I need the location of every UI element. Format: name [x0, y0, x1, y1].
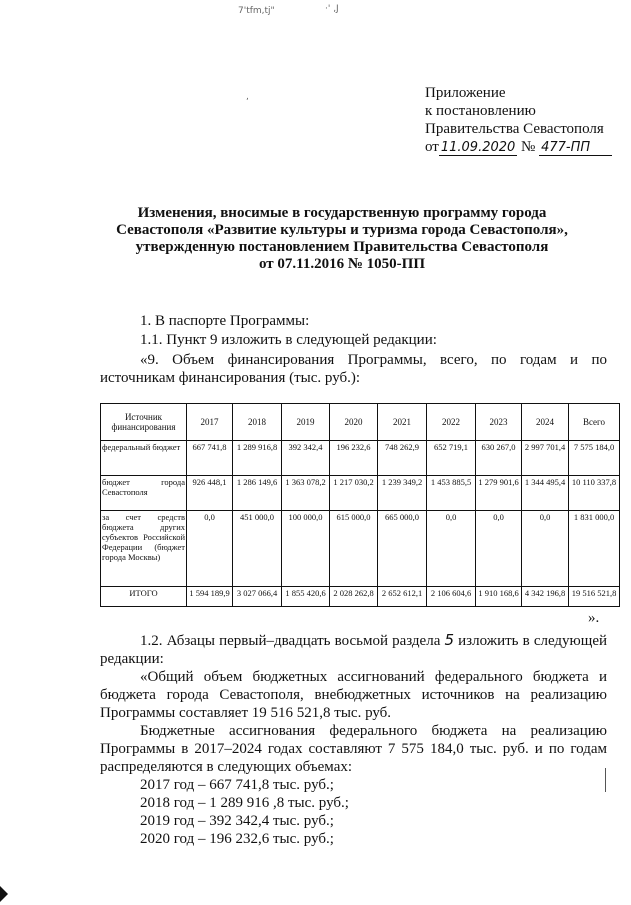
paragraph-4: [100, 631, 607, 668]
table-cell: 1 286 149,6: [233, 476, 282, 511]
table-cell: 392 342,4: [282, 441, 330, 476]
row-source-federal: федеральный бюджет: [101, 441, 187, 476]
title-line-3: утвержденную постановлением Правительства Севастополя: [135, 239, 549, 255]
year-2017-line: 2017 год – 667 741,8 тыс. руб.;: [140, 777, 334, 793]
table-cell: 2 997 701,4: [522, 441, 569, 476]
appendix-line-2: к постановлению: [425, 103, 536, 119]
year-2020-line: 2020 год – 196 232,6 тыс. руб.;: [140, 831, 334, 847]
table-cell: 0,0: [187, 511, 233, 587]
appendix-number-sign: №: [521, 139, 536, 155]
table-cell: 196 232,6: [330, 441, 378, 476]
table-cell: 451 000,0: [233, 511, 282, 587]
year-2018-line: 2018 год – 1 289 916 ,8 тыс. руб.;: [140, 795, 349, 811]
table-cell: 1 217 030,2: [330, 476, 378, 511]
header-2019: 2019: [282, 404, 330, 441]
header-total: Всего: [569, 404, 620, 441]
paragraph-3: «9. Объем финансирования Программы, всего, по годам и по источникам финансирования (тыс. руб.):: [100, 352, 607, 386]
title-line-1: Изменения, вносимые в государственную программу города: [137, 205, 547, 221]
table-cell: 0,0: [427, 511, 476, 587]
table-cell: 1 344 495,4: [522, 476, 569, 511]
appendix-date: 11.09.2020: [440, 140, 516, 155]
header-2017: 2017: [187, 404, 233, 441]
scan-mark-top-right: ·' ,J: [325, 4, 339, 14]
table-cell: 2 652 612,1: [378, 587, 427, 607]
paragraph-5: «Общий объем бюджетных ассигнований федерального бюджета и бюджета города Севастополя, внебюджетных источников на реализацию Программы составляет 19 516 521,8 тыс. руб.: [100, 669, 607, 721]
appendix-line-1: Приложение: [425, 85, 506, 101]
paragraph-4-end: изложить в следующей редакции:: [100, 633, 608, 667]
table-cell: 1 239 349,2: [378, 476, 427, 511]
table-cell: 10 110 337,8: [569, 476, 620, 511]
table-cell: 1 910 168,6: [476, 587, 522, 607]
table-cell: 19 516 521,8: [569, 587, 620, 607]
title-line-4: от 07.11.2016 № 1050-ПП: [259, 256, 425, 272]
header-source: Источник финансирования: [101, 404, 187, 441]
close-quote: ».: [588, 610, 600, 626]
table-cell: 1 594 189,9: [187, 587, 233, 607]
row-source-city: бюджет города Севастополя: [101, 476, 187, 511]
scan-mark-small: ,: [246, 92, 249, 102]
header-2020: 2020: [330, 404, 378, 441]
table-row: [101, 476, 620, 511]
header-2018: 2018: [233, 404, 282, 441]
table-cell: 1 363 078,2: [282, 476, 330, 511]
table-cell: 2 106 604,6: [427, 587, 476, 607]
financing-table: [100, 403, 620, 607]
table-cell: 667 741,8: [187, 441, 233, 476]
scan-corner-mark: [0, 886, 8, 902]
table-cell: 1 831 000,0: [569, 511, 620, 587]
header-2024: 2024: [522, 404, 569, 441]
header-2022: 2022: [427, 404, 476, 441]
table-cell: 0,0: [476, 511, 522, 587]
table-cell: 4 342 196,8: [522, 587, 569, 607]
table-header-row: [101, 404, 620, 441]
document-title: [100, 205, 584, 273]
table-cell: 3 027 066,4: [233, 587, 282, 607]
appendix-number: 477-ПП: [539, 140, 612, 156]
section-number: 5: [444, 631, 455, 649]
table-row-total: [101, 587, 620, 607]
table-cell: 1 855 420,6: [282, 587, 330, 607]
scan-edge-mark: [605, 768, 606, 792]
table-cell: 7 575 184,0: [569, 441, 620, 476]
paragraph-1: 1. В паспорте Программы:: [140, 313, 310, 329]
appendix-line-3: Правительства Севастополя: [425, 121, 604, 137]
table-cell: 748 262,9: [378, 441, 427, 476]
table-cell: 926 448,1: [187, 476, 233, 511]
appendix-line-4: [425, 138, 612, 157]
table-row: [101, 511, 620, 587]
table-cell: 2 028 262,8: [330, 587, 378, 607]
paragraph-4-start: 1.2. Абзацы первый–двадцать восьмой раздела: [140, 633, 441, 649]
table-row: [101, 441, 620, 476]
table-cell: 630 267,0: [476, 441, 522, 476]
paragraph-6: Бюджетные ассигнования федерального бюджета на реализацию Программы в 2017–2024 годах составляют 7 575 184,0 тыс. руб. и по годам распределяются в следующих объемах:: [100, 723, 607, 775]
title-line-2: Севастополя «Развитие культуры и туризма города Севастополя»,: [116, 222, 568, 238]
table-cell: 1 279 901,6: [476, 476, 522, 511]
table-cell: 665 000,0: [378, 511, 427, 587]
appendix-block: [425, 84, 612, 157]
appendix-ot: от: [425, 139, 439, 155]
header-2021: 2021: [378, 404, 427, 441]
table-cell: 652 719,1: [427, 441, 476, 476]
scan-mark-top-left: 7'tfm,tj": [238, 6, 275, 16]
paragraph-2: 1.1. Пункт 9 изложить в следующей редакции:: [140, 332, 437, 348]
header-2023: 2023: [476, 404, 522, 441]
row-source-total: ИТОГО: [101, 587, 187, 607]
table-cell: 1 453 885,5: [427, 476, 476, 511]
table-cell: 0,0: [522, 511, 569, 587]
table-cell: 1 289 916,8: [233, 441, 282, 476]
year-2019-line: 2019 год – 392 342,4 тыс. руб.;: [140, 813, 334, 829]
row-source-other-subjects: за счет средств бюджета других субъектов Российской Федерации (бюджет города Москвы): [101, 511, 187, 587]
table-cell: 100 000,0: [282, 511, 330, 587]
table-cell: 615 000,0: [330, 511, 378, 587]
